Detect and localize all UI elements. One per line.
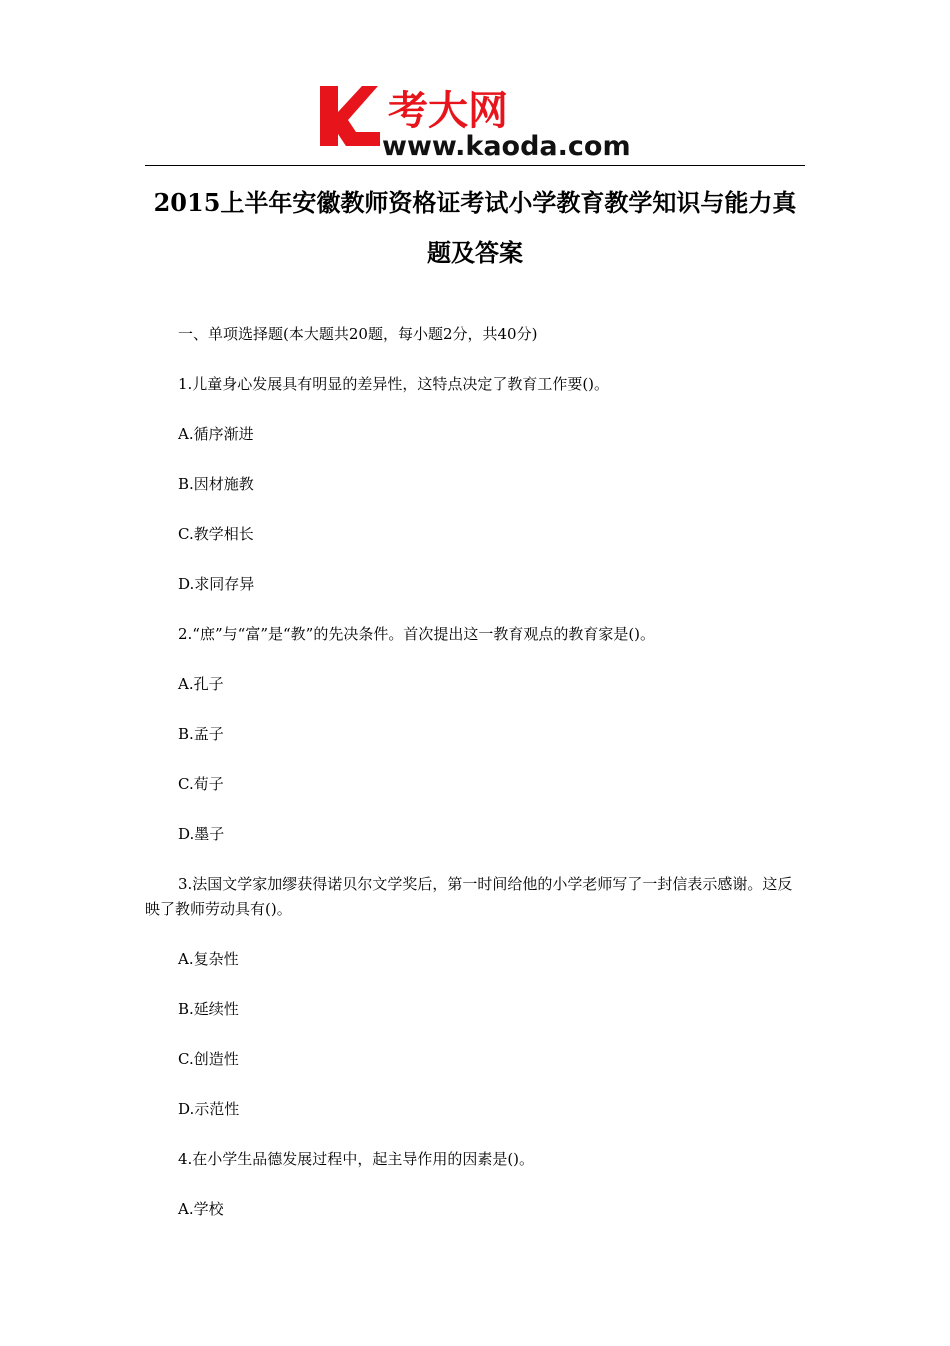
question-4: 4.在小学生品德发展过程中，起主导作用的因素是()。 — [178, 1150, 535, 1168]
question-3-option-c: C.创造性 — [178, 1050, 239, 1068]
question-1-option-d: D.求同存异 — [178, 575, 255, 593]
document-body — [145, 322, 807, 1222]
section-heading: 一、单项选择题(本大题共20题，每小题2分，共40分) — [178, 325, 538, 343]
question-1-option-c: C.教学相长 — [178, 525, 254, 543]
kaoda-logo-mark — [318, 82, 638, 160]
question-1: 1.儿童身心发展具有明显的差异性，这特点决定了教育工作要()。 — [178, 375, 610, 393]
question-2-option-a: A.孔子 — [178, 675, 224, 693]
question-3: 3.法国文学家加缪获得诺贝尔文学奖后，第一时间给他的小学老师写了一封信表示感谢。这反映了教师劳动具有()。 — [145, 875, 793, 918]
question-1-option-a: A.循序渐进 — [178, 425, 254, 443]
svg-text:考大网: 考大网 — [388, 88, 508, 134]
question-1-option-b: B.因材施教 — [178, 475, 254, 493]
kaoda-logo — [318, 82, 638, 160]
question-2-option-b: B.孟子 — [178, 725, 224, 743]
question-2-option-d: D.墨子 — [178, 825, 225, 843]
question-2: 2.“庶”与“富”是“教”的先决条件。首次提出这一教育观点的教育家是()。 — [178, 625, 656, 643]
question-3-option-d: D.示范性 — [178, 1100, 240, 1118]
question-3-option-b: B.延续性 — [178, 1000, 239, 1018]
question-3-option-a: A.复杂性 — [178, 950, 239, 968]
question-4-option-a: A.学校 — [178, 1200, 224, 1218]
svg-text:www.kaoda.com: www.kaoda.com — [382, 131, 631, 160]
document-title: 2015上半年安徽教师资格证考试小学教育教学知识与能力真题及答案 — [153, 188, 797, 267]
question-2-option-c: C.荀子 — [178, 775, 224, 793]
header-divider — [145, 165, 805, 166]
